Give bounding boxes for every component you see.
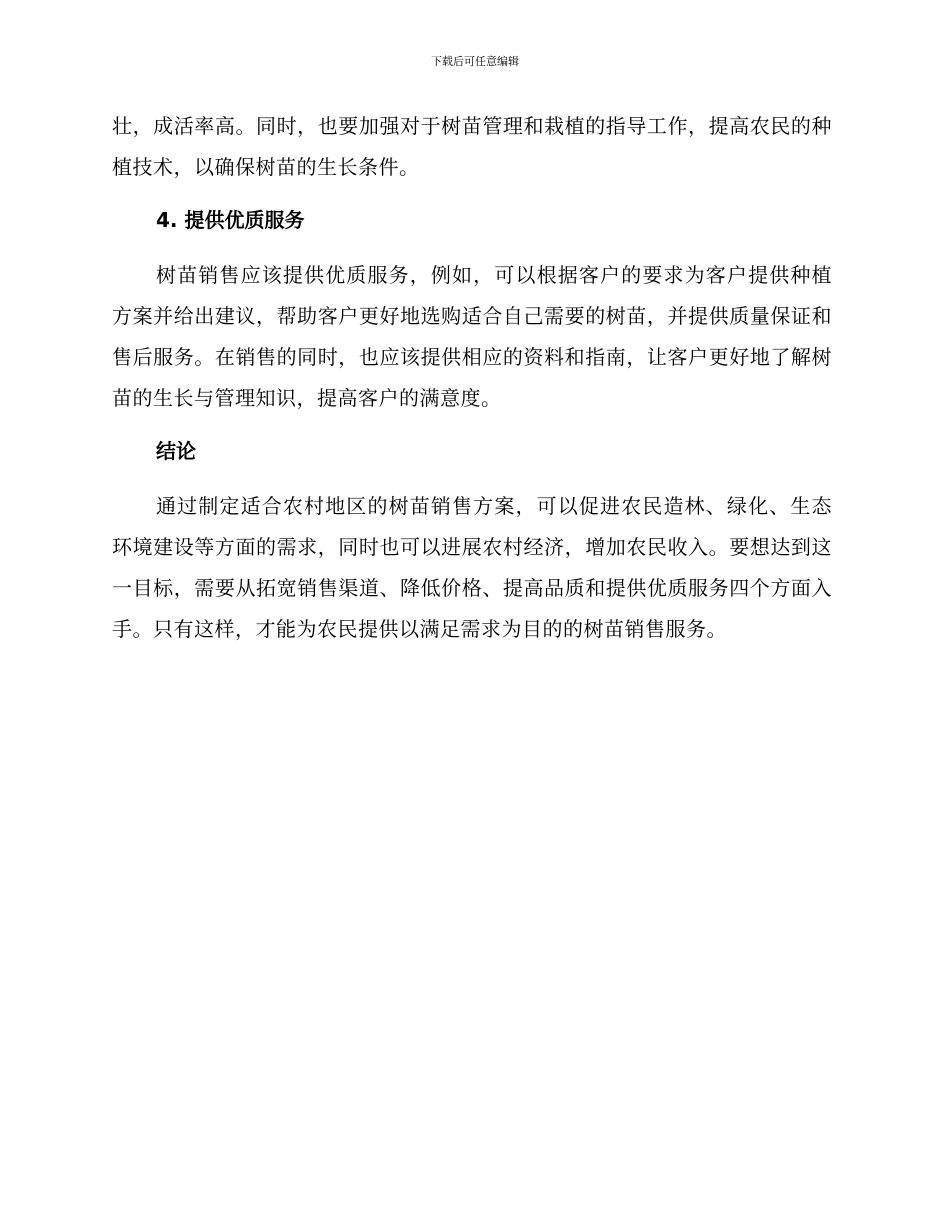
- section-4-heading: 4. 提供优质服务: [156, 208, 305, 232]
- spacer: [112, 188, 832, 200]
- continued-paragraph: 壮，成活率高。同时，也要加强对于树苗管理和栽植的指导工作，提高农民的种植技术，以确保树苗的生长条件。: [112, 114, 832, 179]
- conclusion-paragraph: 通过制定适合农村地区的树苗销售方案，可以促进农民造林、绿化、生态环境建设等方面的需求，同时也可以进展农村经济，增加农民收入。要想达到这一目标，需要从拓宽销售渠道、降低价格、提高品质和提供优质服务四个方面入手。只有这样，才能为农民提供以满足需求为目的的树苗销售服务。: [112, 494, 832, 641]
- conclusion-heading: 结论: [156, 439, 196, 463]
- document-body: [112, 106, 832, 650]
- page-header-note: 下载后可任意编辑: [431, 55, 519, 68]
- spacer: [112, 241, 832, 255]
- spacer: [112, 472, 832, 486]
- spacer: [112, 419, 832, 431]
- section-4-paragraph: 树苗销售应该提供优质服务，例如，可以根据客户的要求为客户提供种植方案并给出建议，帮助客户更好地选购适合自己需要的树苗，并提供质量保证和售后服务。在销售的同时，也应该提供相应的资料和指南，让客户更好地了解树苗的生长与管理知识，提高客户的满意度。: [112, 263, 832, 410]
